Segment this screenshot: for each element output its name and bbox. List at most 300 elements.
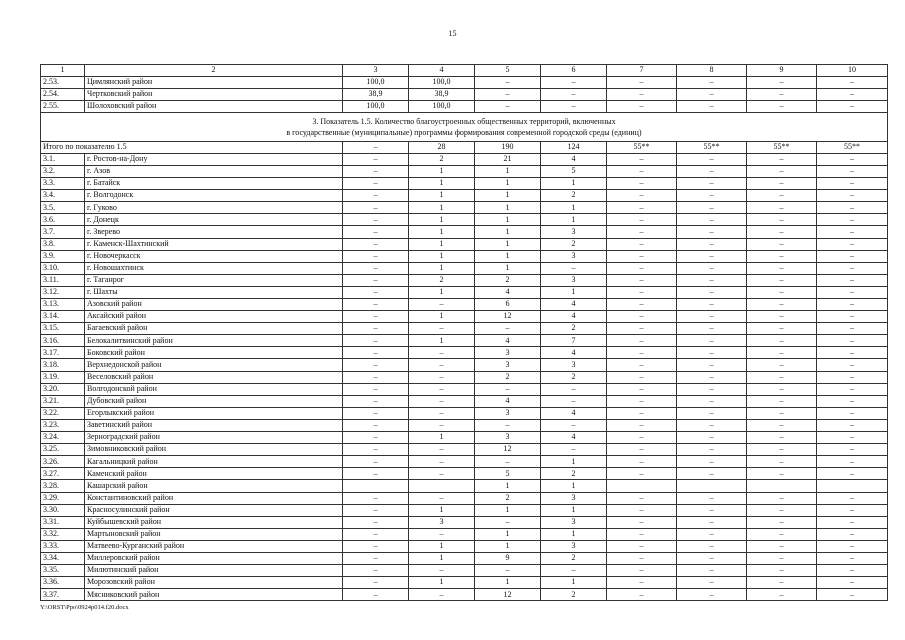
table-row bbox=[41, 432, 888, 444]
value-cell: – bbox=[607, 444, 677, 456]
value-cell: – bbox=[747, 286, 817, 298]
value-cell: – bbox=[817, 76, 888, 88]
municipality-name: Багаевский район bbox=[85, 323, 343, 335]
value-cell: – bbox=[677, 323, 747, 335]
value-cell: – bbox=[343, 407, 409, 419]
value-cell: 1 bbox=[475, 190, 541, 202]
column-number: 7 bbox=[607, 65, 677, 77]
row-number: 3.27. bbox=[41, 468, 85, 480]
table-row bbox=[41, 516, 888, 528]
value-cell: – bbox=[607, 323, 677, 335]
table-row bbox=[41, 214, 888, 226]
municipality-name: г. Донецк bbox=[85, 214, 343, 226]
page-number: 15 bbox=[448, 29, 457, 38]
value-cell: – bbox=[475, 88, 541, 100]
value-cell: 1 bbox=[409, 214, 475, 226]
value-cell: 1 bbox=[409, 190, 475, 202]
row-number: 3.36. bbox=[41, 577, 85, 589]
value-cell: 1 bbox=[475, 540, 541, 552]
row-number: 3.16. bbox=[41, 335, 85, 347]
value-cell: 2 bbox=[541, 468, 607, 480]
value-cell: – bbox=[541, 262, 607, 274]
value-cell: – bbox=[541, 444, 607, 456]
value-cell: – bbox=[747, 359, 817, 371]
municipality-name: Чертковский район bbox=[85, 88, 343, 100]
table-row bbox=[41, 88, 888, 100]
value-cell: – bbox=[607, 347, 677, 359]
value-cell: – bbox=[817, 88, 888, 100]
value-cell: – bbox=[607, 371, 677, 383]
value-cell: 1 bbox=[475, 178, 541, 190]
municipality-name: г. Новочеркасск bbox=[85, 250, 343, 262]
value-cell: – bbox=[747, 165, 817, 177]
value-cell: 1 bbox=[475, 202, 541, 214]
value-cell: 4 bbox=[541, 311, 607, 323]
value-cell: – bbox=[677, 359, 747, 371]
value-cell: 3 bbox=[475, 347, 541, 359]
total-value: 124 bbox=[541, 141, 607, 153]
total-value: 28 bbox=[409, 141, 475, 153]
value-cell bbox=[817, 480, 888, 492]
value-cell: 100,0 bbox=[343, 76, 409, 88]
value-cell: – bbox=[817, 395, 888, 407]
total-value: 55** bbox=[607, 141, 677, 153]
value-cell: – bbox=[677, 565, 747, 577]
row-number: 3.23. bbox=[41, 419, 85, 431]
value-cell: 100,0 bbox=[409, 76, 475, 88]
value-cell: 12 bbox=[475, 311, 541, 323]
value-cell: 2 bbox=[475, 371, 541, 383]
municipality-name: г. Ростов-на-Дону bbox=[85, 153, 343, 165]
value-cell: 4 bbox=[475, 286, 541, 298]
value-cell: – bbox=[747, 323, 817, 335]
value-cell: – bbox=[409, 395, 475, 407]
municipality-name: Мартыновский район bbox=[85, 528, 343, 540]
row-number: 2.54. bbox=[41, 88, 85, 100]
table-row bbox=[41, 165, 888, 177]
table-row bbox=[41, 178, 888, 190]
value-cell: – bbox=[607, 432, 677, 444]
value-cell: – bbox=[677, 165, 747, 177]
value-cell: 1 bbox=[409, 165, 475, 177]
value-cell: 1 bbox=[409, 552, 475, 564]
value-cell: – bbox=[747, 190, 817, 202]
value-cell: – bbox=[475, 516, 541, 528]
value-cell: – bbox=[607, 311, 677, 323]
municipality-name: Егорлыкский район bbox=[85, 407, 343, 419]
value-cell: 1 bbox=[409, 577, 475, 589]
municipality-name: г. Азов bbox=[85, 165, 343, 177]
column-number: 5 bbox=[475, 65, 541, 77]
value-cell: 1 bbox=[409, 540, 475, 552]
value-cell: – bbox=[409, 299, 475, 311]
column-number: 1 bbox=[41, 65, 85, 77]
value-cell: – bbox=[747, 299, 817, 311]
value-cell: – bbox=[677, 238, 747, 250]
value-cell: – bbox=[677, 577, 747, 589]
value-cell: – bbox=[607, 153, 677, 165]
value-cell: – bbox=[343, 552, 409, 564]
value-cell: – bbox=[343, 323, 409, 335]
value-cell: – bbox=[343, 178, 409, 190]
value-cell: – bbox=[343, 383, 409, 395]
municipality-name: Цимлянский район bbox=[85, 76, 343, 88]
table-row bbox=[41, 323, 888, 335]
table-row bbox=[41, 383, 888, 395]
value-cell: – bbox=[747, 407, 817, 419]
value-cell: – bbox=[607, 214, 677, 226]
value-cell: – bbox=[817, 528, 888, 540]
value-cell: – bbox=[607, 359, 677, 371]
value-cell: – bbox=[343, 395, 409, 407]
value-cell: 1 bbox=[541, 577, 607, 589]
value-cell: – bbox=[817, 359, 888, 371]
value-cell: – bbox=[409, 468, 475, 480]
row-number: 3.10. bbox=[41, 262, 85, 274]
value-cell: – bbox=[607, 395, 677, 407]
municipality-name: г. Каменск-Шахтинский bbox=[85, 238, 343, 250]
municipality-name: Красносулинский район bbox=[85, 504, 343, 516]
value-cell: – bbox=[817, 250, 888, 262]
row-number: 3.13. bbox=[41, 299, 85, 311]
value-cell: – bbox=[475, 419, 541, 431]
total-value: 55** bbox=[817, 141, 888, 153]
municipality-name: г. Гуково bbox=[85, 202, 343, 214]
value-cell: 2 bbox=[541, 190, 607, 202]
municipality-name: г. Новошахтинск bbox=[85, 262, 343, 274]
municipality-name: Зимовниковский район bbox=[85, 444, 343, 456]
table-row bbox=[41, 190, 888, 202]
value-cell: 100,0 bbox=[343, 100, 409, 112]
value-cell: – bbox=[607, 76, 677, 88]
value-cell: – bbox=[677, 88, 747, 100]
value-cell: – bbox=[541, 88, 607, 100]
value-cell: – bbox=[343, 226, 409, 238]
value-cell: – bbox=[607, 190, 677, 202]
value-cell: – bbox=[677, 540, 747, 552]
value-cell: – bbox=[607, 202, 677, 214]
value-cell: – bbox=[817, 178, 888, 190]
value-cell: 3 bbox=[475, 359, 541, 371]
row-number: 3.35. bbox=[41, 565, 85, 577]
column-number-row bbox=[41, 65, 888, 77]
row-number: 3.25. bbox=[41, 444, 85, 456]
value-cell: – bbox=[747, 540, 817, 552]
value-cell: 3 bbox=[541, 540, 607, 552]
value-cell: – bbox=[817, 286, 888, 298]
value-cell: 7 bbox=[541, 335, 607, 347]
municipality-name: Зерноградский район bbox=[85, 432, 343, 444]
row-number: 3.2. bbox=[41, 165, 85, 177]
column-number: 4 bbox=[409, 65, 475, 77]
value-cell: – bbox=[409, 407, 475, 419]
value-cell: – bbox=[747, 238, 817, 250]
value-cell: 3 bbox=[541, 516, 607, 528]
table-row bbox=[41, 528, 888, 540]
value-cell: – bbox=[747, 274, 817, 286]
value-cell: – bbox=[475, 76, 541, 88]
value-cell: – bbox=[817, 565, 888, 577]
value-cell: – bbox=[817, 323, 888, 335]
value-cell: 100,0 bbox=[409, 100, 475, 112]
value-cell: – bbox=[607, 165, 677, 177]
value-cell: – bbox=[677, 190, 747, 202]
value-cell: 1 bbox=[541, 286, 607, 298]
value-cell: – bbox=[747, 100, 817, 112]
value-cell: – bbox=[747, 468, 817, 480]
section-title bbox=[41, 112, 888, 141]
row-number: 3.17. bbox=[41, 347, 85, 359]
value-cell: – bbox=[607, 589, 677, 601]
value-cell: 1 bbox=[409, 311, 475, 323]
value-cell: – bbox=[747, 250, 817, 262]
value-cell: 1 bbox=[475, 528, 541, 540]
value-cell: – bbox=[677, 456, 747, 468]
row-number: 3.30. bbox=[41, 504, 85, 516]
municipality-name: Волгодонской район bbox=[85, 383, 343, 395]
table-row bbox=[41, 238, 888, 250]
value-cell: – bbox=[607, 419, 677, 431]
municipality-name: Боковский район bbox=[85, 347, 343, 359]
file-path-footer: Y:\ORST\Ppo\0924p014.f20.docx bbox=[40, 604, 129, 611]
municipality-name: г. Таганрог bbox=[85, 274, 343, 286]
value-cell: – bbox=[817, 492, 888, 504]
value-cell: – bbox=[343, 540, 409, 552]
value-cell: – bbox=[817, 540, 888, 552]
table-row bbox=[41, 480, 888, 492]
value-cell bbox=[409, 480, 475, 492]
value-cell: – bbox=[817, 432, 888, 444]
value-cell: 1 bbox=[541, 480, 607, 492]
municipality-name: Константиновский район bbox=[85, 492, 343, 504]
value-cell: – bbox=[817, 335, 888, 347]
value-cell: – bbox=[343, 190, 409, 202]
row-number: 3.19. bbox=[41, 371, 85, 383]
value-cell: – bbox=[343, 202, 409, 214]
value-cell: 1 bbox=[409, 250, 475, 262]
value-cell: – bbox=[817, 419, 888, 431]
value-cell: – bbox=[343, 456, 409, 468]
table-row bbox=[41, 419, 888, 431]
value-cell: – bbox=[607, 226, 677, 238]
value-cell: – bbox=[409, 444, 475, 456]
value-cell: – bbox=[817, 552, 888, 564]
value-cell: – bbox=[817, 347, 888, 359]
value-cell: 1 bbox=[409, 178, 475, 190]
municipality-name: Шолоховский район bbox=[85, 100, 343, 112]
value-cell: 1 bbox=[409, 262, 475, 274]
municipality-name: Кагальницкий район bbox=[85, 456, 343, 468]
value-cell: – bbox=[747, 552, 817, 564]
value-cell: – bbox=[343, 565, 409, 577]
value-cell: – bbox=[607, 335, 677, 347]
table-row bbox=[41, 274, 888, 286]
value-cell: – bbox=[747, 504, 817, 516]
value-cell: 4 bbox=[541, 432, 607, 444]
value-cell: – bbox=[677, 492, 747, 504]
value-cell: 1 bbox=[475, 226, 541, 238]
value-cell: – bbox=[677, 516, 747, 528]
value-cell: – bbox=[747, 262, 817, 274]
value-cell: – bbox=[677, 202, 747, 214]
value-cell: – bbox=[343, 589, 409, 601]
value-cell: – bbox=[607, 552, 677, 564]
value-cell: 6 bbox=[475, 299, 541, 311]
table-row bbox=[41, 359, 888, 371]
value-cell: – bbox=[817, 190, 888, 202]
value-cell: – bbox=[677, 589, 747, 601]
value-cell: – bbox=[607, 492, 677, 504]
row-number: 3.12. bbox=[41, 286, 85, 298]
value-cell: – bbox=[343, 516, 409, 528]
value-cell: – bbox=[607, 468, 677, 480]
value-cell: – bbox=[343, 214, 409, 226]
value-cell: – bbox=[607, 516, 677, 528]
value-cell: – bbox=[747, 492, 817, 504]
municipality-name: Верхнедонской район bbox=[85, 359, 343, 371]
row-number: 3.3. bbox=[41, 178, 85, 190]
column-number: 10 bbox=[817, 65, 888, 77]
municipality-name: г. Шахты bbox=[85, 286, 343, 298]
table-row bbox=[41, 444, 888, 456]
value-cell: – bbox=[607, 504, 677, 516]
value-cell: 1 bbox=[541, 528, 607, 540]
table-row bbox=[41, 565, 888, 577]
value-cell: – bbox=[343, 250, 409, 262]
value-cell: – bbox=[343, 444, 409, 456]
value-cell: – bbox=[747, 178, 817, 190]
value-cell: – bbox=[607, 540, 677, 552]
value-cell: 1 bbox=[475, 504, 541, 516]
row-number: 3.28. bbox=[41, 480, 85, 492]
table-row bbox=[41, 76, 888, 88]
value-cell: – bbox=[677, 444, 747, 456]
value-cell: – bbox=[817, 226, 888, 238]
value-cell: 1 bbox=[475, 214, 541, 226]
value-cell: 1 bbox=[541, 202, 607, 214]
value-cell: – bbox=[817, 407, 888, 419]
municipality-name: Веселовский район bbox=[85, 371, 343, 383]
value-cell: – bbox=[343, 371, 409, 383]
value-cell: 3 bbox=[475, 407, 541, 419]
value-cell: – bbox=[343, 262, 409, 274]
value-cell: – bbox=[343, 432, 409, 444]
row-number: 2.55. bbox=[41, 100, 85, 112]
value-cell: 3 bbox=[541, 250, 607, 262]
total-value: 55** bbox=[747, 141, 817, 153]
value-cell: – bbox=[817, 468, 888, 480]
row-number: 3.34. bbox=[41, 552, 85, 564]
value-cell: 2 bbox=[541, 552, 607, 564]
table-row bbox=[41, 492, 888, 504]
value-cell bbox=[343, 480, 409, 492]
value-cell: – bbox=[541, 100, 607, 112]
value-cell: – bbox=[409, 347, 475, 359]
value-cell: – bbox=[817, 165, 888, 177]
value-cell: 2 bbox=[409, 274, 475, 286]
municipality-name: Куйбышевский район bbox=[85, 516, 343, 528]
value-cell: 38,9 bbox=[409, 88, 475, 100]
row-number: 2.53. bbox=[41, 76, 85, 88]
row-number: 3.5. bbox=[41, 202, 85, 214]
value-cell: 5 bbox=[541, 165, 607, 177]
row-number: 3.9. bbox=[41, 250, 85, 262]
value-cell: – bbox=[607, 407, 677, 419]
value-cell: – bbox=[343, 359, 409, 371]
indicator-table bbox=[40, 64, 888, 601]
value-cell: – bbox=[677, 299, 747, 311]
value-cell: – bbox=[747, 226, 817, 238]
value-cell: – bbox=[343, 299, 409, 311]
value-cell: – bbox=[747, 311, 817, 323]
municipality-name: Матвеево-Курганский район bbox=[85, 540, 343, 552]
value-cell: 1 bbox=[541, 214, 607, 226]
value-cell: – bbox=[817, 444, 888, 456]
value-cell: 3 bbox=[541, 274, 607, 286]
municipality-name: Аксайский район bbox=[85, 311, 343, 323]
row-number: 3.33. bbox=[41, 540, 85, 552]
municipality-name: Каменский район bbox=[85, 468, 343, 480]
table-row bbox=[41, 286, 888, 298]
value-cell: 3 bbox=[541, 226, 607, 238]
value-cell: – bbox=[343, 238, 409, 250]
value-cell bbox=[677, 480, 747, 492]
value-cell: – bbox=[747, 153, 817, 165]
value-cell: – bbox=[817, 238, 888, 250]
value-cell: 4 bbox=[541, 407, 607, 419]
row-number: 3.7. bbox=[41, 226, 85, 238]
value-cell: – bbox=[677, 468, 747, 480]
value-cell: – bbox=[409, 323, 475, 335]
municipality-name: Заветинский район bbox=[85, 419, 343, 431]
row-number: 3.18. bbox=[41, 359, 85, 371]
value-cell: – bbox=[607, 250, 677, 262]
value-cell: – bbox=[817, 311, 888, 323]
value-cell: – bbox=[607, 100, 677, 112]
value-cell: 4 bbox=[475, 335, 541, 347]
value-cell: 3 bbox=[541, 359, 607, 371]
value-cell: – bbox=[677, 552, 747, 564]
value-cell: – bbox=[817, 202, 888, 214]
row-number: 3.11. bbox=[41, 274, 85, 286]
value-cell: – bbox=[677, 432, 747, 444]
value-cell: – bbox=[677, 100, 747, 112]
value-cell: 2 bbox=[541, 238, 607, 250]
value-cell: – bbox=[409, 371, 475, 383]
value-cell: – bbox=[343, 468, 409, 480]
value-cell: – bbox=[677, 214, 747, 226]
value-cell: – bbox=[677, 371, 747, 383]
table-row bbox=[41, 589, 888, 601]
value-cell: 1 bbox=[409, 238, 475, 250]
table-row bbox=[41, 468, 888, 480]
table-row bbox=[41, 407, 888, 419]
value-cell: 1 bbox=[409, 335, 475, 347]
row-number: 3.32. bbox=[41, 528, 85, 540]
value-cell: – bbox=[677, 76, 747, 88]
row-number: 3.1. bbox=[41, 153, 85, 165]
value-cell: – bbox=[747, 347, 817, 359]
value-cell: – bbox=[677, 419, 747, 431]
value-cell: – bbox=[607, 262, 677, 274]
value-cell: – bbox=[409, 528, 475, 540]
municipality-name: Азовский район bbox=[85, 299, 343, 311]
table-row bbox=[41, 250, 888, 262]
value-cell: 2 bbox=[475, 492, 541, 504]
value-cell: 38,9 bbox=[343, 88, 409, 100]
value-cell: – bbox=[475, 383, 541, 395]
value-cell: 1 bbox=[541, 504, 607, 516]
